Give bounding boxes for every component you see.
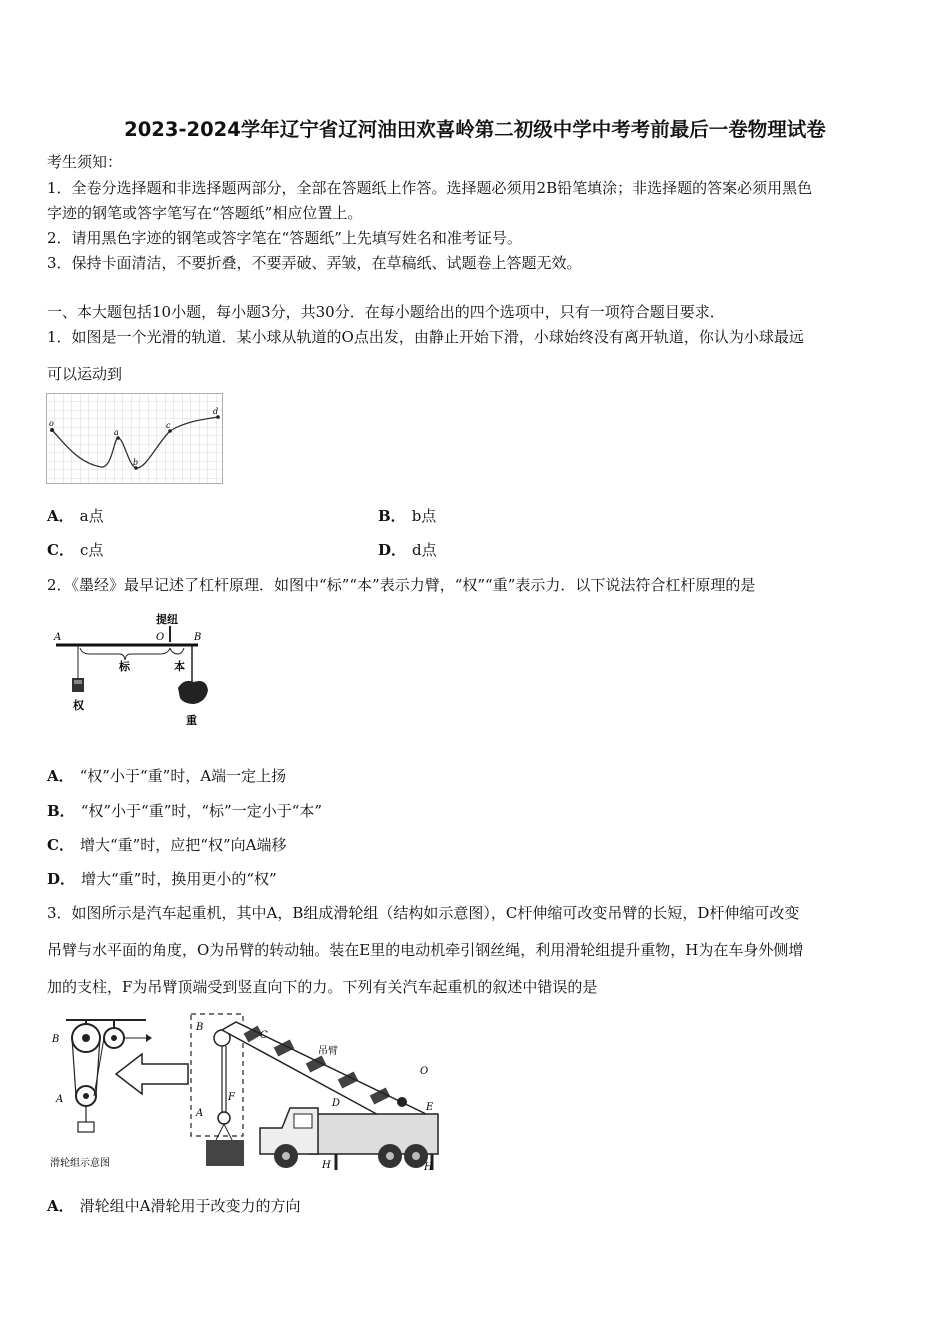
q1-option-a[interactable]: A． a点: [47, 507, 104, 525]
q1-option-c[interactable]: C． c点: [47, 541, 104, 559]
svg-text:本: 本: [174, 660, 185, 673]
svg-text:B: B: [194, 632, 202, 643]
q1-label-a: a: [114, 428, 119, 437]
notice-item-3: 3．保持卡面清洁，不要折叠，不要弄破、弄皱，在草稿纸、试题卷上答题无效。: [47, 254, 582, 272]
svg-text:H: H: [424, 1162, 433, 1173]
notice-item-1-cont: 字迹的钢笔或答字笔写在“答题纸”相应位置上。: [47, 204, 363, 222]
svg-text:D: D: [332, 1098, 341, 1109]
notice-item-2: 2．请用黑色字迹的钢笔或答字笔在“答题纸”上先填写姓名和准考证号。: [47, 229, 522, 247]
svg-text:吊臂: 吊臂: [318, 1046, 338, 1057]
q1-option-d[interactable]: D． d点: [378, 541, 437, 559]
q3-option-a[interactable]: A． 滑轮组中A滑轮用于改变力的方向: [47, 1197, 301, 1215]
section-heading: 一、本大题包括10小题，每小题3分，共30分．在每小题给出的四个选项中，只有一项符合题目要求．: [47, 303, 725, 321]
q1-stem: 1．如图是一个光滑的轨道．某小球从轨道的O点出发，由静止开始下滑，小球始终没有离开轨道，你认为小球最远: [47, 328, 804, 346]
svg-text:提纽: 提纽: [156, 613, 178, 626]
q2-lever-figure: [50, 608, 220, 732]
svg-text:F: F: [228, 1092, 235, 1103]
q3-stem: 3．如图所示是汽车起重机，其中A，B组成滑轮组（结构如示意图），C杆伸缩可改变吊臂的长短，D杆伸缩可改变: [47, 904, 800, 922]
svg-text:H: H: [322, 1160, 331, 1171]
q1-track-figure: [46, 393, 224, 485]
svg-text:重: 重: [186, 714, 197, 727]
notice-heading: 考生须知：: [47, 153, 123, 171]
svg-text:滑轮组示意图: 滑轮组示意图: [50, 1158, 110, 1169]
svg-text:标: 标: [119, 660, 130, 673]
svg-text:C: C: [260, 1030, 268, 1041]
svg-text:E: E: [426, 1102, 434, 1113]
q2-option-d[interactable]: D． 增大“重”时，换用更小的“权”: [47, 870, 277, 888]
q1-stem-cont: 可以运动到: [47, 365, 123, 383]
svg-text:B: B: [52, 1034, 60, 1045]
q2-option-b[interactable]: B． “权”小于“重”时，“标”一定小于“本”: [47, 802, 323, 820]
q2-option-a[interactable]: A． “权”小于“重”时，A端一定上扬: [47, 767, 287, 785]
q1-label-o: o: [49, 419, 54, 428]
q1-option-b[interactable]: B． b点: [378, 507, 437, 525]
q2-option-c[interactable]: C． 增大“重”时，应把“权”向A端移: [47, 836, 287, 854]
q1-label-c: c: [166, 421, 171, 430]
q3-stem-cont-1: 吊臂与水平面的角度，O为吊臂的转动轴。装在E里的电动机牵引钢丝绳，利用滑轮组提升重物，H为在车身外侧增: [47, 941, 804, 959]
svg-text:A: A: [196, 1108, 204, 1119]
svg-text:A: A: [56, 1094, 64, 1105]
q1-label-d: d: [213, 407, 219, 416]
notice-item-1: 1．全卷分选择题和非选择题两部分，全部在答题纸上作答。选择题必须用2B铅笔填涂；非选择题的答案必须用黑色: [47, 179, 813, 197]
q1-label-b: b: [133, 458, 139, 467]
svg-text:权: 权: [73, 699, 84, 712]
svg-text:A: A: [54, 632, 62, 643]
q2-stem: 2．《墨经》最早记述了杠杆原理．如图中“标”“本”表示力臂，“权”“重”表示力．以下说法符合杠杆原理的是: [47, 576, 756, 594]
q3-stem-cont-2: 加的支柱，F为吊臂顶端受到竖直向下的力。下列有关汽车起重机的叙述中错误的是: [47, 978, 598, 996]
svg-text:O: O: [420, 1066, 429, 1077]
svg-text:O: O: [156, 632, 165, 643]
page-title: 2023-2024学年辽宁省辽河油田欢喜岭第二初级中学中考考前最后一卷物理试卷: [124, 118, 826, 141]
svg-text:B: B: [196, 1022, 204, 1033]
q3-crane-figure: [46, 1008, 442, 1180]
